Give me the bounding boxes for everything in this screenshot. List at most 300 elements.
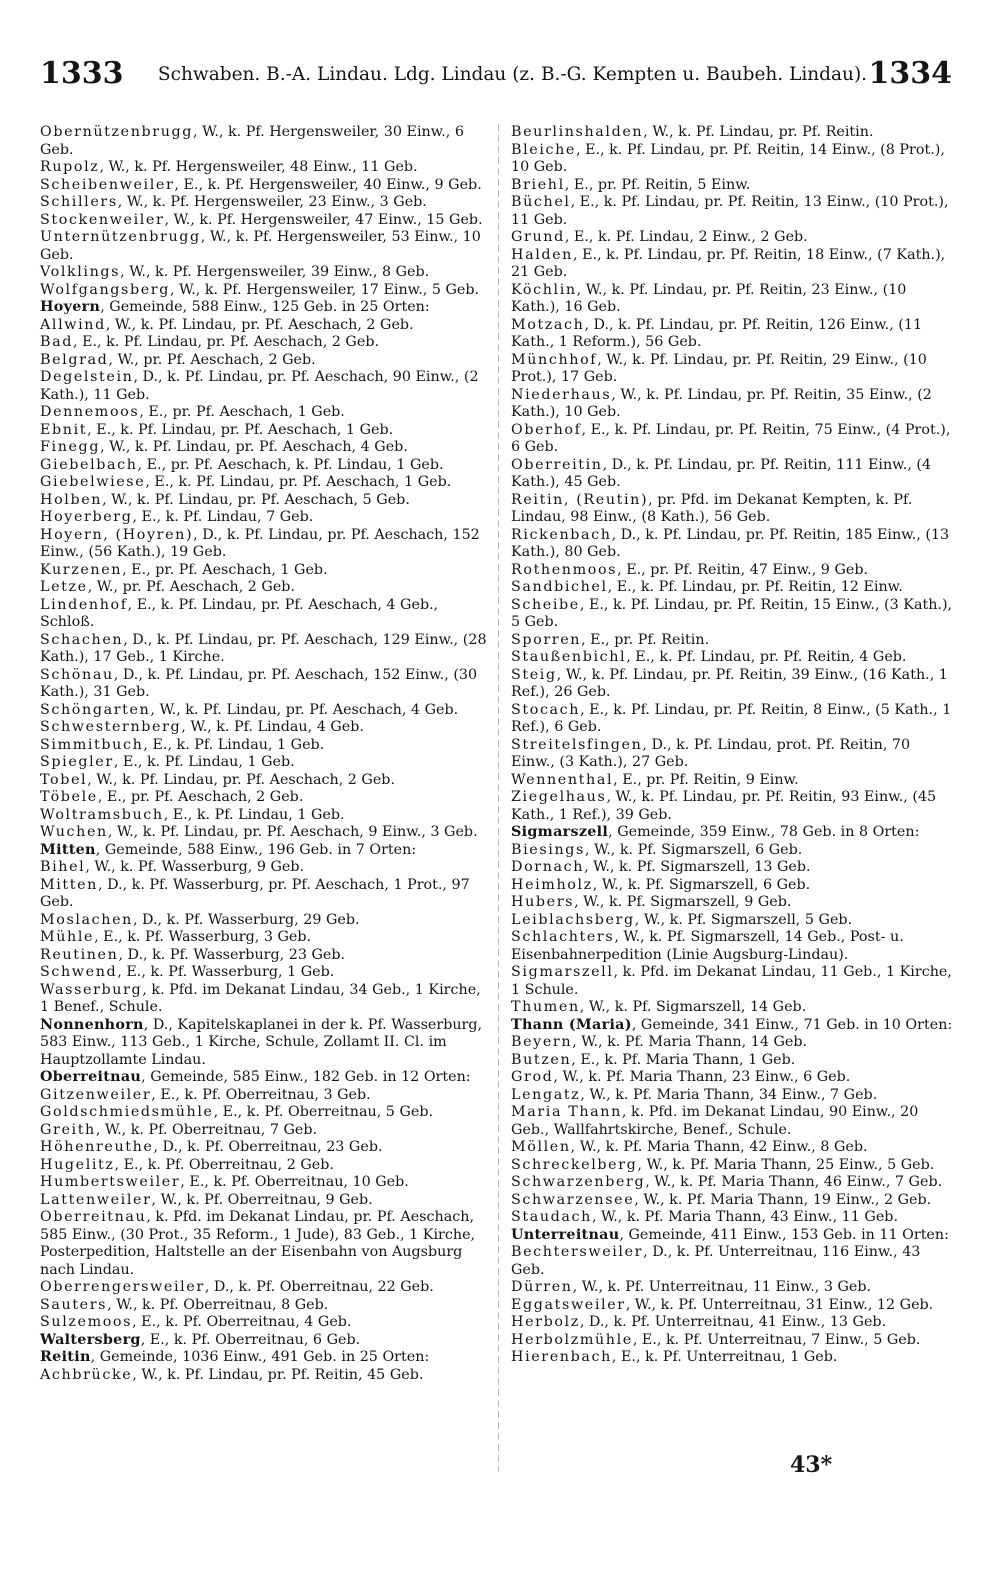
place-entry <box>511 247 958 282</box>
place-name: Leiblachsberg <box>511 911 635 928</box>
place-name: Schreckelberg <box>511 1156 638 1173</box>
place-name: Schwend <box>40 964 118 980</box>
place-details: , W., k. Pf. Oberreitnau, 8 Geb. <box>107 1296 329 1313</box>
place-entry <box>511 422 958 457</box>
place-details: , E., k. Pf. Oberreitnau, 5 Geb. <box>213 1104 434 1120</box>
running-title: Schwaben. B.-A. Lindau. Ldg. Lindau (z. B.-G. Kempten u. Baubeh. Lindau). <box>157 64 868 85</box>
place-entry <box>511 177 958 195</box>
place-name: Schillers <box>40 194 118 210</box>
place-details: , W., k. Pf. Sigmarszell, 14 Geb., Post- u. Eisenbahnerpedition (Linie Augsburg-Lindau). <box>511 929 904 963</box>
place-name: Motzach <box>511 316 585 333</box>
place-name: Holben <box>40 491 103 508</box>
place-name: Reitin <box>40 1349 91 1365</box>
place-entry <box>511 1052 958 1070</box>
place-name: Belgrad <box>40 351 109 368</box>
place-name: Beurlinshalden <box>511 124 644 140</box>
place-name: Goldschmiedsmühle <box>40 1104 214 1120</box>
place-name: Bleiche <box>511 141 576 158</box>
place-details: , E., pr. Pf. Aeschach, 1 Geb. <box>122 561 328 578</box>
place-entry <box>40 1297 488 1315</box>
place-entry <box>40 579 488 597</box>
place-name: Simmitbuch <box>40 736 144 753</box>
place-entry <box>511 1209 958 1227</box>
gemeinde-heading <box>40 1069 488 1087</box>
place-entry <box>511 142 958 177</box>
place-details: , D., k. Pf. Lindau, pr. Pf. Reitin, 126 Einw., (11 Kath., 1 Reform.), 56 Geb. <box>511 316 923 350</box>
place-name: Humbertsweiler <box>40 1174 181 1190</box>
place-name: Schwarzenberg <box>511 1174 646 1190</box>
place-details: , D., k. Pf. Lindau, pr. Pf. Aeschach, 152 Einw., (56 Kath.), 19 Geb. <box>40 526 480 560</box>
place-name: Eggatsweiler <box>511 1296 626 1313</box>
place-entry <box>511 597 958 632</box>
place-details: , E., k. Pf. Lindau, 2 Einw., 2 Geb. <box>564 229 808 245</box>
place-details: , E., k. Pf. Unterreitnau, 1 Geb. <box>611 1349 838 1365</box>
place-entry <box>40 527 488 562</box>
place-entry <box>40 877 488 912</box>
place-name: Giebelbach <box>40 456 138 473</box>
place-name: Beyern <box>511 1034 573 1050</box>
place-name: Oberreitnau <box>40 1209 147 1225</box>
place-details: , E., k. Pf. Hergensweiler, 40 Einw., 9 Geb. <box>174 176 482 193</box>
place-details: , W., k. Pf. Sigmarszell, 14 Geb. <box>579 999 807 1015</box>
place-name: Hugelitz <box>40 1156 115 1173</box>
place-entry <box>511 1349 958 1367</box>
place-details: , W., k. Pf. Lindau, pr. Pf. Reitin, 23 Einw., (10 Kath.), 16 Geb. <box>511 281 907 315</box>
place-details: , k. Pfd. im Dekanat Lindau, 11 Geb., 1 Kirche, 1 Schule. <box>511 964 952 998</box>
place-details: , W., k. Pf. Maria Thann, 25 Einw., 5 Geb. <box>637 1156 935 1173</box>
place-details: , W., k. Pf. Lindau, pr. Pf. Aeschach, 2 Geb. <box>87 771 396 788</box>
place-details: , W., k. Pf. Lindau, pr. Pf. Reitin, 45 Geb. <box>132 1366 424 1383</box>
place-details: , W., k. Pf. Lindau, pr. Pf. Reitin, 29 Einw., (10 Prot.), 17 Geb. <box>511 351 927 385</box>
gemeinde-heading <box>511 1017 958 1035</box>
place-details: , W., k. Pf. Maria Thann, 34 Einw., 7 Geb. <box>580 1086 878 1103</box>
gemeinde-heading <box>40 1332 488 1350</box>
place-entry <box>511 859 958 877</box>
place-name: Köchlin <box>511 281 577 298</box>
place-name: Staudach <box>511 1209 592 1225</box>
place-entry <box>40 1104 488 1122</box>
place-entry <box>511 1034 958 1052</box>
place-details: , W., k. Pf. Hergensweiler, 17 Einw., 5 Geb. <box>169 281 480 298</box>
place-name: Maria Thann <box>511 1104 622 1120</box>
place-name: Butzen <box>511 1051 572 1068</box>
place-entry <box>511 492 958 527</box>
place-details: , W., k. Pf. Hergensweiler, 23 Einw., 3 Geb. <box>117 194 427 210</box>
place-name: Achbrücke <box>40 1366 133 1383</box>
place-name: Kurzenen <box>40 561 123 578</box>
place-name: Rupolz <box>40 159 100 175</box>
place-name: Möllen <box>511 1139 571 1155</box>
place-entry <box>511 929 958 964</box>
place-name: Staußenbichl <box>511 649 627 665</box>
place-entry <box>511 352 958 387</box>
place-name: Sigmarszell <box>511 824 609 840</box>
place-name: Hoyern <box>40 299 101 315</box>
place-entry <box>511 772 958 790</box>
place-entry <box>40 474 488 492</box>
place-details: , D., Kapitelskaplanei in der k. Pf. Wasserburg, 583 Einw., 113 Geb., 1 Kirche, Schule, Zollamt II. Cl. im Hauptzollamte Lindau. <box>40 1016 483 1068</box>
place-details: , W., k. Pf. Sigmarszell, 6 Geb. <box>584 841 803 858</box>
place-name: Woltramsbuch <box>40 806 164 823</box>
place-entry <box>511 999 958 1017</box>
place-entry <box>40 772 488 790</box>
place-details: , E., k. Pf. Oberreitnau, 10 Geb. <box>180 1174 409 1190</box>
place-entry <box>511 964 958 999</box>
place-details: , E., k. Pf. Unterreitnau, 7 Einw., 5 Geb. <box>632 1331 921 1348</box>
place-entry <box>40 667 488 702</box>
place-name: Sigmarszell <box>511 964 614 980</box>
place-name: Scheibe <box>511 596 580 613</box>
place-entry <box>511 737 958 772</box>
place-name: Waltersberg <box>40 1331 141 1348</box>
place-details: , E., k. Pf. Lindau, pr. Pf. Aeschach, 4 Geb., Schloß. <box>40 596 439 630</box>
page-header <box>40 56 952 96</box>
place-name: Steig <box>511 666 557 683</box>
place-name: Höhenreuthe <box>40 1139 154 1155</box>
place-entry <box>40 352 488 370</box>
place-details: , W., k. Pf. Sigmarszell, 5 Geb. <box>634 911 853 928</box>
place-details: , W., k. Pf. Sigmarszell, 9 Geb. <box>574 894 792 910</box>
place-entry <box>40 719 488 737</box>
place-name: Lengatz <box>511 1086 581 1103</box>
place-details: , E., k. Pf. Lindau, pr. Pf. Reitin, 15 Einw., (3 Kath.), 5 Geb. <box>511 596 953 630</box>
place-entry <box>511 457 958 492</box>
place-name: Hierenbach <box>511 1349 612 1365</box>
place-name: Schwesternberg <box>40 719 182 735</box>
place-name: Oberhof <box>511 421 582 438</box>
place-name: Lindenhof <box>40 596 128 613</box>
place-name: Lattenweiler <box>40 1191 152 1208</box>
place-entry <box>40 1139 488 1157</box>
place-details: , E., k. Pf. Lindau, pr. Pf. Reitin, 75 Einw., (4 Prot.), 6 Geb. <box>511 421 951 455</box>
place-name: Sporren <box>511 631 582 648</box>
place-name: Wasserburg <box>40 981 143 998</box>
place-details: , W., k. Pf. Lindau, pr. Pf. Reitin, 93 Einw., (45 Kath., 1 Ref.), 39 Geb. <box>511 789 937 823</box>
place-details: , Gemeinde, 359 Einw., 78 Geb. in 8 Orten: <box>608 824 920 840</box>
place-entry <box>511 632 958 650</box>
place-details: , W., k. Pf. Unterreitnau, 11 Einw., 3 Geb. <box>572 1279 872 1295</box>
place-entry <box>511 667 958 702</box>
place-entry <box>40 702 488 720</box>
place-name: Ziegelhaus <box>511 789 607 805</box>
place-entry <box>40 1192 488 1210</box>
place-entry <box>511 894 958 912</box>
place-details: , Gemeinde, 585 Einw., 182 Geb. in 12 Orten: <box>141 1069 471 1085</box>
place-details: , W., pr. Pf. Aeschach, 2 Geb. <box>108 351 316 368</box>
place-name: Reutinen <box>40 946 119 963</box>
place-details: , W., pr. Pf. Aeschach, 2 Geb. <box>87 579 296 595</box>
place-entry <box>511 579 958 597</box>
left-column <box>40 124 488 1384</box>
place-name: Briehl <box>511 176 565 193</box>
place-details: , k. Pfd. im Dekanat Lindau, pr. Pf. Aeschach, 585 Einw., (30 Prot., 35 Reform., 1 Jude), 83 Geb., 1 Kirche, Posterpedition, Haltstelle an der Eisenbahn von Augsburg nach Lindau. <box>40 1209 476 1278</box>
place-details: , E., pr. Pf. Aeschach, k. Pf. Lindau, 1 Geb. <box>137 456 444 473</box>
place-details: , D., k. Pf. Wasserburg, 23 Geb. <box>118 946 346 963</box>
place-details: , E., pr. Pf. Reitin. <box>581 631 710 648</box>
place-details: , pr. Pfd. im Dekanat Kempten, k. Pf. Lindau, 98 Einw., (8 Kath.), 56 Geb. <box>511 491 913 525</box>
place-details: , W., k. Pf. Maria Thann, 42 Einw., 8 Geb. <box>570 1139 868 1155</box>
place-entry <box>40 1279 488 1297</box>
place-name: Letze <box>40 579 88 595</box>
place-details: , D., k. Pf. Unterreitnau, 41 Einw., 13 Geb. <box>579 1314 887 1330</box>
place-name: Dornach <box>511 859 585 875</box>
place-details: , E., k. Pf. Maria Thann, 1 Geb. <box>571 1051 796 1068</box>
gemeinde-heading <box>40 299 488 317</box>
place-name: Sauters <box>40 1296 108 1313</box>
place-details: , W., k. Pf. Unterreitnau, 31 Einw., 12 Geb. <box>625 1296 934 1313</box>
place-entry <box>511 1279 958 1297</box>
place-name: Töbele <box>40 789 98 805</box>
place-entry <box>40 789 488 807</box>
place-name: Hoyerberg <box>40 509 133 525</box>
place-details: , Gemeinde, 588 Einw., 196 Geb. in 7 Orten: <box>95 841 417 858</box>
place-details: , k. Pfd. im Dekanat Lindau, 90 Einw., 20 Geb., Wallfahrtskirche, Benef., Schule. <box>511 1104 919 1138</box>
place-name: Streitelsfingen <box>511 736 643 753</box>
place-entry <box>40 1209 488 1279</box>
place-entry <box>40 124 488 159</box>
place-name: Sandbichel <box>511 579 608 595</box>
place-entry <box>511 789 958 824</box>
place-details: , E., k. Pf. Oberreitnau, 3 Geb. <box>151 1086 371 1103</box>
place-name: Schöngarten <box>40 701 151 718</box>
place-entry <box>40 754 488 772</box>
place-entry <box>40 264 488 282</box>
place-details: , D., k. Pf. Lindau, pr. Pf. Aeschach, 90 Einw., (2 Kath.), 11 Geb. <box>40 369 479 403</box>
place-name: Scheibenweiler <box>40 176 175 193</box>
place-details: , D., k. Pf. Unterreitnau, 116 Einw., 43 Geb. <box>511 1244 921 1278</box>
place-entry <box>511 527 958 562</box>
place-name: Oberreitnau <box>40 1069 142 1085</box>
place-details: , E., k. Pf. Lindau, pr. Pf. Reitin, 8 Einw., (5 Kath., 1 Ref.), 6 Geb. <box>511 701 952 735</box>
place-entry <box>40 737 488 755</box>
place-details: , E., k. Pf. Lindau, pr. Pf. Aeschach, 2 Geb. <box>72 334 380 350</box>
place-entry <box>511 702 958 737</box>
place-name: Grod <box>511 1069 554 1085</box>
place-details: , W., k. Pf. Lindau, 4 Geb. <box>181 719 364 735</box>
place-details: , W., k. Pf. Lindau, pr. Pf. Aeschach, 2 Geb. <box>105 316 414 333</box>
place-name: Mitten <box>40 876 98 893</box>
place-details: , W., k. Pf. Hergensweiler, 48 Einw., 11 Geb. <box>99 159 418 175</box>
place-entry <box>40 229 488 264</box>
place-details: , D., k. Pf. Lindau, prot. Pf. Reitin, 70 Einw., (3 Kath.), 27 Geb. <box>511 736 911 770</box>
place-details: , W., k. Pf. Lindau, pr. Pf. Aeschach, 4 Geb. <box>100 439 408 455</box>
place-name: Ebnit <box>40 421 88 438</box>
place-entry <box>40 317 488 335</box>
place-name: Rickenbach <box>511 526 612 543</box>
place-details: , D., k. Pf. Lindau, pr. Pf. Aeschach, 129 Einw., (28 Kath.), 17 Geb., 1 Kirche. <box>40 631 487 665</box>
place-entry <box>511 1192 958 1210</box>
place-details: , W., k. Pf. Hergensweiler, 30 Einw., 6 Geb. <box>40 124 464 158</box>
place-details: , W., k. Pf. Oberreitnau, 9 Geb. <box>151 1191 373 1208</box>
place-name: Dürren <box>511 1279 573 1295</box>
place-name: Wuchen <box>40 824 108 840</box>
place-details: , E., k. Pf. Lindau, pr. Pf. Reitin, 12 Einw. <box>607 579 903 595</box>
place-entry <box>40 509 488 527</box>
place-details: , W., k. Pf. Hergensweiler, 39 Einw., 8 Geb. <box>120 264 430 280</box>
place-details: , W., k. Pf. Wasserburg, 9 Geb. <box>85 859 305 875</box>
place-details: , D., k. Pf. Wasserburg, 29 Geb. <box>132 911 360 928</box>
place-name: Hoyern, (Hoyren) <box>40 526 194 543</box>
place-details: , W., k. Pf. Maria Thann, 23 Einw., 6 Geb. <box>553 1069 851 1085</box>
place-entry <box>511 912 958 930</box>
place-name: Dennemoos <box>40 404 140 420</box>
place-name: Unternützenbrugg <box>40 229 201 245</box>
place-name: Sulzemoos <box>40 1314 133 1330</box>
place-entry <box>40 964 488 982</box>
place-entry <box>40 859 488 877</box>
gemeinde-heading <box>40 1017 488 1070</box>
place-details: , E., pr. Pf. Reitin, 9 Einw. <box>613 771 799 788</box>
place-name: Gitzenweiler <box>40 1086 152 1103</box>
place-name: Niederhaus <box>511 386 612 403</box>
place-details: , E., k. Pf. Lindau, pr. Pf. Aeschach, 1 Geb. <box>145 474 452 490</box>
place-entry <box>511 1139 958 1157</box>
gemeinde-heading <box>40 842 488 860</box>
place-name: Herbolzmühle <box>511 1331 633 1348</box>
place-details: , D., k. Pf. Oberreitnau, 22 Geb. <box>204 1279 434 1295</box>
place-details: , E., k. Pf. Lindau, pr. Pf. Reitin, 14 Einw., (8 Prot.), 10 Geb. <box>511 141 945 175</box>
place-details: , W., k. Pf. Lindau, pr. Pf. Reitin. <box>643 124 874 140</box>
place-details: , D., k. Pf. Oberreitnau, 23 Geb. <box>153 1139 383 1155</box>
place-name: Schwarzensee <box>511 1191 635 1208</box>
place-entry <box>511 1244 958 1279</box>
gemeinde-heading <box>511 1227 958 1245</box>
place-name: Hubers <box>511 894 575 910</box>
place-name: Thumen <box>511 999 580 1015</box>
page-number-left: 1333 <box>40 56 124 91</box>
place-name: Giebelwiese <box>40 474 146 490</box>
place-name: Münchhof <box>511 351 598 368</box>
place-name: Finegg <box>40 439 101 455</box>
place-name: Schlachters <box>511 929 615 945</box>
column-divider <box>498 124 499 1472</box>
place-details: , W., k. Pf. Hergensweiler, 53 Einw., 10 Geb. <box>40 229 481 263</box>
place-name: Büchel <box>511 194 571 210</box>
place-name: Rothenmoos <box>511 561 618 578</box>
place-details: , E., pr. Pf. Aeschach, 1 Geb. <box>139 404 345 420</box>
place-entry <box>40 159 488 177</box>
place-name: Halden <box>511 246 573 263</box>
place-name: Oberrengersweiler <box>40 1279 205 1295</box>
place-name: Bihel <box>40 859 86 875</box>
place-entry <box>40 824 488 842</box>
place-entry <box>511 1104 958 1139</box>
place-details: , Gemeinde, 411 Einw., 153 Geb. in 11 Orten: <box>619 1226 949 1243</box>
place-entry <box>40 212 488 230</box>
place-name: Tobel <box>40 771 88 788</box>
place-details: , W., k. Pf. Lindau, pr. Pf. Reitin, 35 Einw., (2 Kath.), 10 Geb. <box>511 386 932 420</box>
place-entry <box>511 1069 958 1087</box>
place-entry <box>40 982 488 1017</box>
place-entry <box>511 229 958 247</box>
place-entry <box>40 807 488 825</box>
place-name: Volklings <box>40 264 121 280</box>
place-name: Schönau <box>40 666 114 683</box>
place-entry <box>511 1157 958 1175</box>
place-entry <box>40 1367 488 1385</box>
place-name: Allwind <box>40 316 106 333</box>
place-details: , E., pr. Pf. Reitin, 5 Einw. <box>564 176 751 193</box>
place-name: Wolfgangsberg <box>40 281 170 298</box>
place-entry <box>511 1332 958 1350</box>
place-name: Unterreitnau <box>511 1226 620 1243</box>
place-name: Reitin, (Reutin) <box>511 491 649 508</box>
place-entry <box>511 1087 958 1105</box>
place-details: , E., pr. Pf. Reitin, 47 Einw., 9 Geb. <box>617 561 869 578</box>
place-entry <box>40 282 488 300</box>
place-entry <box>40 947 488 965</box>
place-name: Schachen <box>40 631 124 648</box>
place-details: , Gemeinde, 588 Einw., 125 Geb. in 25 Orten: <box>100 299 430 315</box>
place-details: , W., k. Pf. Sigmarszell, 13 Geb. <box>584 859 811 875</box>
place-name: Mitten <box>40 841 96 858</box>
place-entry <box>40 597 488 632</box>
place-entry <box>40 1174 488 1192</box>
place-name: Biesings <box>511 841 585 858</box>
place-entry <box>40 1087 488 1105</box>
place-details: , E., k. Pf. Wasserburg, 3 Geb. <box>94 929 312 945</box>
place-details: , Gemeinde, 1036 Einw., 491 Geb. in 25 Orten: <box>90 1349 430 1365</box>
place-details: , W., k. Pf. Lindau, pr. Pf. Aeschach, 4 Geb. <box>150 701 459 718</box>
place-name: Greith <box>40 1121 96 1138</box>
place-name: Heimholz <box>511 876 593 893</box>
place-name: Stocach <box>511 701 581 718</box>
place-details: , W., k. Pf. Maria Thann, 14 Geb. <box>572 1034 808 1050</box>
place-entry <box>40 1314 488 1332</box>
place-name: Grund <box>511 229 565 245</box>
place-entry <box>40 177 488 195</box>
place-name: Spiegler <box>40 754 114 770</box>
place-details: , E., k. Pf. Lindau, 1 Geb. <box>143 736 325 753</box>
place-details: , E., k. Pf. Lindau, pr. Pf. Reitin, 4 Geb. <box>626 649 907 665</box>
place-entry <box>40 492 488 510</box>
place-details: , D., k. Pf. Lindau, pr. Pf. Reitin, 185 Einw., (13 Kath.), 80 Geb. <box>511 526 950 560</box>
place-entry <box>40 1122 488 1140</box>
place-name: Moslachen <box>40 911 133 928</box>
place-entry <box>511 194 958 229</box>
right-column <box>511 124 958 1367</box>
place-entry <box>511 282 958 317</box>
place-name: Mühle <box>40 929 95 945</box>
place-name: Nonnenhorn <box>40 1016 144 1033</box>
place-details: , E., k. Pf. Lindau, 1 Geb. <box>163 806 345 823</box>
place-entry <box>40 422 488 440</box>
place-entry <box>40 194 488 212</box>
place-details: , W., k. Pf. Maria Thann, 46 Einw., 7 Geb. <box>645 1174 943 1190</box>
place-details: , D., k. Pf. Lindau, pr. Pf. Reitin, 111 Einw., (4 Kath.), 45 Geb. <box>511 456 932 490</box>
place-details: , E., k. Pf. Lindau, pr. Pf. Reitin, 18 Einw., (7 Kath.), 21 Geb. <box>511 246 946 280</box>
gemeinde-heading <box>40 1349 488 1367</box>
place-entry <box>40 334 488 352</box>
place-details: , E., k. Pf. Lindau, pr. Pf. Reitin, 13 Einw., (10 Prot.), 11 Geb. <box>511 194 949 228</box>
gemeinde-heading <box>511 824 958 842</box>
place-entry <box>40 632 488 667</box>
place-details: , E., k. Pf. Lindau, 1 Geb. <box>113 754 295 770</box>
place-entry <box>40 562 488 580</box>
place-entry <box>40 912 488 930</box>
place-entry <box>511 649 958 667</box>
place-entry <box>511 124 958 142</box>
place-details: , E., k. Pf. Lindau, pr. Pf. Aeschach, 1 Geb. <box>87 421 394 438</box>
place-entry <box>40 404 488 422</box>
signature-mark: 43* <box>790 1452 833 1478</box>
place-entry <box>511 842 958 860</box>
place-details: , W., k. Pf. Maria Thann, 43 Einw., 11 Geb. <box>591 1209 898 1225</box>
place-details: , E., k. Pf. Oberreitnau, 4 Geb. <box>132 1314 352 1330</box>
place-details: , W., k. Pf. Lindau, pr. Pf. Aeschach, 9 Einw., 3 Geb. <box>107 824 478 840</box>
place-details: , W., k. Pf. Hergensweiler, 47 Einw., 15 Geb. <box>164 211 483 228</box>
place-entry <box>40 1157 488 1175</box>
